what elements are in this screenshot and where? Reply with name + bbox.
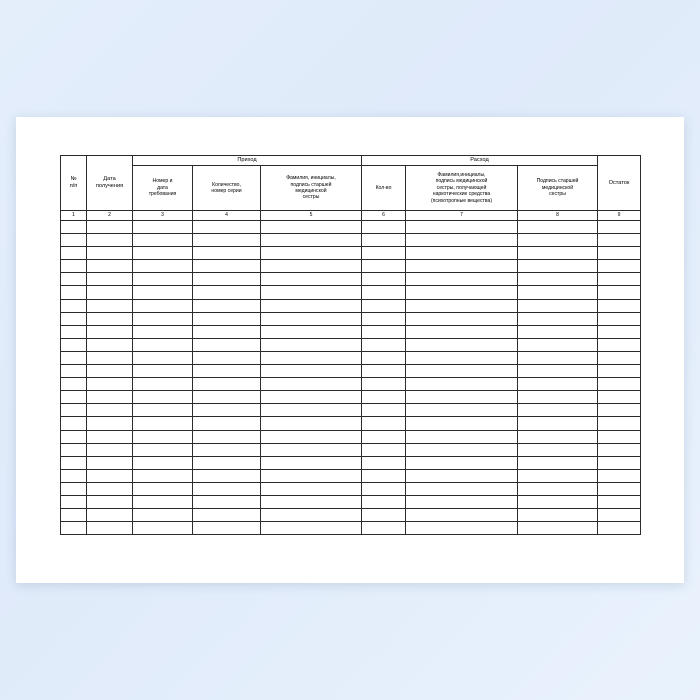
header-receiver-line1: Фамилия,инициалы, [437,172,486,179]
table-cell[interactable] [406,221,518,234]
table-cell[interactable] [362,522,406,535]
table-cell[interactable] [406,456,518,469]
table-cell[interactable] [261,391,362,404]
table-cell[interactable] [87,417,133,430]
table-cell[interactable] [406,365,518,378]
header-signature-senior-in-line1: Фамилия, инициалы, [286,175,336,182]
table-cell[interactable] [61,338,87,351]
table-cell[interactable] [61,286,87,299]
table-row[interactable] [61,378,641,391]
header-requirement-line1: Номер и [152,178,173,185]
table-cell[interactable] [518,443,598,456]
table-row[interactable] [61,312,641,325]
table-cell[interactable] [261,522,362,535]
table-cell[interactable] [87,312,133,325]
table-cell[interactable] [133,404,193,417]
table-row[interactable] [61,417,641,430]
table-cell[interactable] [193,495,261,508]
table-cell[interactable] [518,338,598,351]
table-cell[interactable] [61,482,87,495]
header-num-line1: № [70,176,77,183]
table-row[interactable] [61,430,641,443]
table-cell[interactable] [518,247,598,260]
table-cell[interactable] [362,404,406,417]
table-row[interactable] [61,325,641,338]
header-quantity-series-line2: номер серии [211,188,242,194]
table-cell[interactable] [362,509,406,522]
header-signature-senior-in-line4: сестры [302,194,320,201]
table-cell[interactable] [61,430,87,443]
table-cell[interactable] [193,404,261,417]
table-cell[interactable] [598,247,641,260]
table-cell[interactable] [133,247,193,260]
table-cell[interactable] [406,509,518,522]
table-cell[interactable] [518,495,598,508]
table-cell[interactable] [406,443,518,456]
table-cell[interactable] [133,234,193,247]
table-cell[interactable] [362,247,406,260]
header-date-received-line2: получения [95,183,124,189]
column-header-row [61,166,641,211]
column-number-3: 3 [133,211,193,221]
table-cell[interactable] [362,299,406,312]
table-cell[interactable] [406,247,518,260]
table-cell[interactable] [406,299,518,312]
table-cell[interactable] [598,404,641,417]
table-cell[interactable] [261,273,362,286]
table-cell[interactable] [61,391,87,404]
table-cell[interactable] [87,273,133,286]
table-cell[interactable] [261,325,362,338]
table-cell[interactable] [193,509,261,522]
table-cell[interactable] [406,469,518,482]
table-cell[interactable] [518,299,598,312]
table-cell[interactable] [518,469,598,482]
table-cell[interactable] [87,325,133,338]
table-cell[interactable] [61,495,87,508]
table-cell[interactable] [518,365,598,378]
table-cell[interactable] [133,391,193,404]
table-cell[interactable] [87,509,133,522]
table-cell[interactable] [87,299,133,312]
header-quantity-series-line1: Количество, [212,181,241,188]
table-cell[interactable] [87,286,133,299]
table-cell[interactable] [598,522,641,535]
table-cell[interactable] [61,404,87,417]
table-row[interactable] [61,299,641,312]
table-cell[interactable] [261,495,362,508]
table-cell[interactable] [598,495,641,508]
table-cell[interactable] [406,286,518,299]
header-requirement-line3: требования [148,191,177,198]
table-row[interactable] [61,509,641,522]
table-cell[interactable] [598,378,641,391]
table-cell[interactable] [406,404,518,417]
table-cell[interactable] [133,299,193,312]
table-cell[interactable] [193,430,261,443]
table-cell[interactable] [598,312,641,325]
table-cell[interactable] [87,247,133,260]
table-cell[interactable] [87,378,133,391]
header-receiver-line2: подпись медицинской [435,178,488,185]
column-number-4: 4 [193,211,261,221]
table-cell[interactable] [406,522,518,535]
table-cell[interactable] [518,378,598,391]
table-cell[interactable] [406,391,518,404]
table-cell[interactable] [133,509,193,522]
table-cell[interactable] [87,234,133,247]
table-cell[interactable] [133,365,193,378]
table-row[interactable] [61,221,641,234]
table-cell[interactable] [193,325,261,338]
table-row[interactable] [61,495,641,508]
table-cell[interactable] [61,351,87,364]
table-row[interactable] [61,234,641,247]
table-cell[interactable] [362,443,406,456]
table-cell[interactable] [406,260,518,273]
column-number-7: 7 [406,211,518,221]
column-number-6: 6 [362,211,406,221]
table-cell[interactable] [133,221,193,234]
table-cell[interactable] [362,430,406,443]
table-cell[interactable] [133,338,193,351]
table-cell[interactable] [193,247,261,260]
header-receiver [406,166,518,211]
table-cell[interactable] [362,391,406,404]
table-cell[interactable] [261,299,362,312]
table-cell[interactable] [87,443,133,456]
table-cell[interactable] [598,338,641,351]
table-cell[interactable] [362,325,406,338]
table-cell[interactable] [518,260,598,273]
table-cell[interactable] [61,378,87,391]
table-row[interactable] [61,522,641,535]
table-cell[interactable] [133,430,193,443]
table-cell[interactable] [598,430,641,443]
table-cell[interactable] [193,299,261,312]
table-row[interactable] [61,391,641,404]
table-cell[interactable] [598,391,641,404]
table-cell[interactable] [261,260,362,273]
table-cell[interactable] [261,482,362,495]
table-cell[interactable] [518,456,598,469]
table-cell[interactable] [362,260,406,273]
table-cell[interactable] [406,417,518,430]
table-cell[interactable] [133,325,193,338]
table-row[interactable] [61,365,641,378]
table-cell[interactable] [406,351,518,364]
column-number-row [61,211,641,221]
table-cell[interactable] [362,338,406,351]
table-cell[interactable] [61,522,87,535]
table-cell[interactable] [133,378,193,391]
table-cell[interactable] [61,365,87,378]
header-date-received-line1: Дата [103,176,116,183]
column-number-2: 2 [87,211,133,221]
table-cell[interactable] [193,522,261,535]
header-num [61,156,87,211]
table-cell[interactable] [261,234,362,247]
header-signature-senior-in-line2: подпись старшей [290,181,332,188]
table-cell[interactable] [261,417,362,430]
table-cell[interactable] [362,378,406,391]
table-cell[interactable] [193,273,261,286]
header-requirement [133,166,193,211]
table-cell[interactable] [193,286,261,299]
table-row[interactable] [61,260,641,273]
table-cell[interactable] [406,234,518,247]
table-cell[interactable] [406,430,518,443]
journal-table-wrapper [60,155,640,535]
table-row[interactable] [61,482,641,495]
table-cell[interactable] [87,495,133,508]
table-cell[interactable] [61,247,87,260]
table-cell[interactable] [193,482,261,495]
table-cell[interactable] [598,351,641,364]
table-cell[interactable] [406,378,518,391]
table-cell[interactable] [598,469,641,482]
header-signature-senior-out [518,166,598,211]
table-cell[interactable] [61,234,87,247]
table-cell[interactable] [406,312,518,325]
table-cell[interactable] [598,273,641,286]
table-cell[interactable] [518,286,598,299]
table-cell[interactable] [406,338,518,351]
table-row[interactable] [61,286,641,299]
table-cell[interactable] [518,404,598,417]
table-cell[interactable] [362,482,406,495]
header-signature-senior-out-line3: сестры [549,191,566,198]
table-cell[interactable] [518,522,598,535]
table-cell[interactable] [362,312,406,325]
group-header-income: Приход [133,156,362,166]
table-cell[interactable] [87,482,133,495]
table-cell[interactable] [61,273,87,286]
table-cell[interactable] [193,221,261,234]
table-cell[interactable] [598,417,641,430]
table-cell[interactable] [133,482,193,495]
table-cell[interactable] [193,469,261,482]
table-row[interactable] [61,456,641,469]
header-signature-senior-in [261,166,362,211]
table-cell[interactable] [87,469,133,482]
table-cell[interactable] [518,351,598,364]
table-cell[interactable] [261,456,362,469]
table-cell[interactable] [87,260,133,273]
table-cell[interactable] [133,443,193,456]
table-cell[interactable] [362,365,406,378]
table-row[interactable] [61,247,641,260]
table-cell[interactable] [518,391,598,404]
table-cell[interactable] [406,482,518,495]
table-cell[interactable] [518,273,598,286]
table-cell[interactable] [261,365,362,378]
table-cell[interactable] [261,286,362,299]
table-cell[interactable] [362,286,406,299]
table-cell[interactable] [61,260,87,273]
table-cell[interactable] [598,509,641,522]
table-cell[interactable] [193,417,261,430]
header-amount: Кол-во [362,166,406,211]
table-cell[interactable] [61,456,87,469]
table-cell[interactable] [193,456,261,469]
table-cell[interactable] [133,417,193,430]
table-cell[interactable] [261,312,362,325]
table-cell[interactable] [406,273,518,286]
group-header-expense: Расход [362,156,598,166]
table-row[interactable] [61,351,641,364]
table-row[interactable] [61,338,641,351]
table-cell[interactable] [87,456,133,469]
table-cell[interactable] [193,234,261,247]
table-cell[interactable] [261,404,362,417]
table-cell[interactable] [61,221,87,234]
table-cell[interactable] [406,325,518,338]
table-cell[interactable] [87,221,133,234]
table-cell[interactable] [61,443,87,456]
column-number-5: 5 [261,211,362,221]
table-cell[interactable] [518,221,598,234]
header-receiver-line5: (психотропные вещества) [430,197,493,204]
table-row[interactable] [61,404,641,417]
column-number-8: 8 [518,211,598,221]
table-cell[interactable] [133,456,193,469]
table-cell[interactable] [133,495,193,508]
table-cell[interactable] [598,325,641,338]
header-num-line2: п/п [69,183,78,189]
table-cell[interactable] [193,378,261,391]
table-cell[interactable] [193,312,261,325]
header-signature-senior-out-line1: Подпись старшей [536,178,579,185]
table-cell[interactable] [598,456,641,469]
table-cell[interactable] [133,273,193,286]
table-cell[interactable] [87,365,133,378]
table-cell[interactable] [518,482,598,495]
table-cell[interactable] [87,391,133,404]
group-header-row [61,156,641,166]
journal-empty-rows [61,221,641,535]
table-cell[interactable] [133,260,193,273]
table-cell[interactable] [193,338,261,351]
table-cell[interactable] [362,417,406,430]
table-cell[interactable] [261,247,362,260]
table-cell[interactable] [133,351,193,364]
header-requirement-line2: дата [157,184,168,191]
table-cell[interactable] [406,495,518,508]
table-cell[interactable] [261,351,362,364]
table-cell[interactable] [598,260,641,273]
table-cell[interactable] [518,509,598,522]
table-row[interactable] [61,443,641,456]
table-cell[interactable] [362,351,406,364]
table-cell[interactable] [362,495,406,508]
table-cell[interactable] [87,351,133,364]
table-cell[interactable] [133,312,193,325]
table-cell[interactable] [133,522,193,535]
table-cell[interactable] [261,221,362,234]
table-cell[interactable] [598,299,641,312]
header-date-received [87,156,133,211]
table-cell[interactable] [61,312,87,325]
table-cell[interactable] [362,456,406,469]
table-cell[interactable] [61,299,87,312]
column-number-9: 9 [598,211,641,221]
table-cell[interactable] [87,404,133,417]
table-cell[interactable] [598,443,641,456]
table-cell[interactable] [87,430,133,443]
table-cell[interactable] [193,260,261,273]
table-cell[interactable] [518,417,598,430]
table-cell[interactable] [518,430,598,443]
table-cell[interactable] [87,338,133,351]
table-cell[interactable] [518,234,598,247]
table-cell[interactable] [261,469,362,482]
table-cell[interactable] [61,325,87,338]
table-cell[interactable] [61,509,87,522]
table-cell[interactable] [261,443,362,456]
table-cell[interactable] [362,469,406,482]
header-receiver-line4: наркотические средства [432,191,491,198]
header-receiver-line3: сестры, получающей [436,184,487,191]
header-signature-senior-out-line2: медицинской [541,184,574,191]
header-quantity-series [193,166,261,211]
table-cell[interactable] [193,443,261,456]
table-cell[interactable] [362,273,406,286]
table-cell[interactable] [261,430,362,443]
table-cell[interactable] [598,221,641,234]
table-cell[interactable] [193,351,261,364]
table-cell[interactable] [261,378,362,391]
table-cell[interactable] [362,234,406,247]
table-cell[interactable] [518,312,598,325]
table-cell[interactable] [261,509,362,522]
table-cell[interactable] [598,286,641,299]
table-cell[interactable] [61,469,87,482]
table-cell[interactable] [193,365,261,378]
table-cell[interactable] [61,417,87,430]
table-row[interactable] [61,273,641,286]
header-signature-senior-in-line3: медицинской [295,188,327,194]
journal-table [60,155,641,535]
table-cell[interactable] [133,286,193,299]
paper-sheet [16,117,684,583]
table-cell[interactable] [598,234,641,247]
table-cell[interactable] [362,221,406,234]
header-balance: Остаток [598,156,641,211]
table-cell[interactable] [598,482,641,495]
table-cell[interactable] [261,338,362,351]
table-cell[interactable] [87,522,133,535]
table-cell[interactable] [193,391,261,404]
table-row[interactable] [61,469,641,482]
table-cell[interactable] [518,325,598,338]
table-cell[interactable] [133,469,193,482]
column-number-1: 1 [61,211,87,221]
table-cell[interactable] [598,365,641,378]
